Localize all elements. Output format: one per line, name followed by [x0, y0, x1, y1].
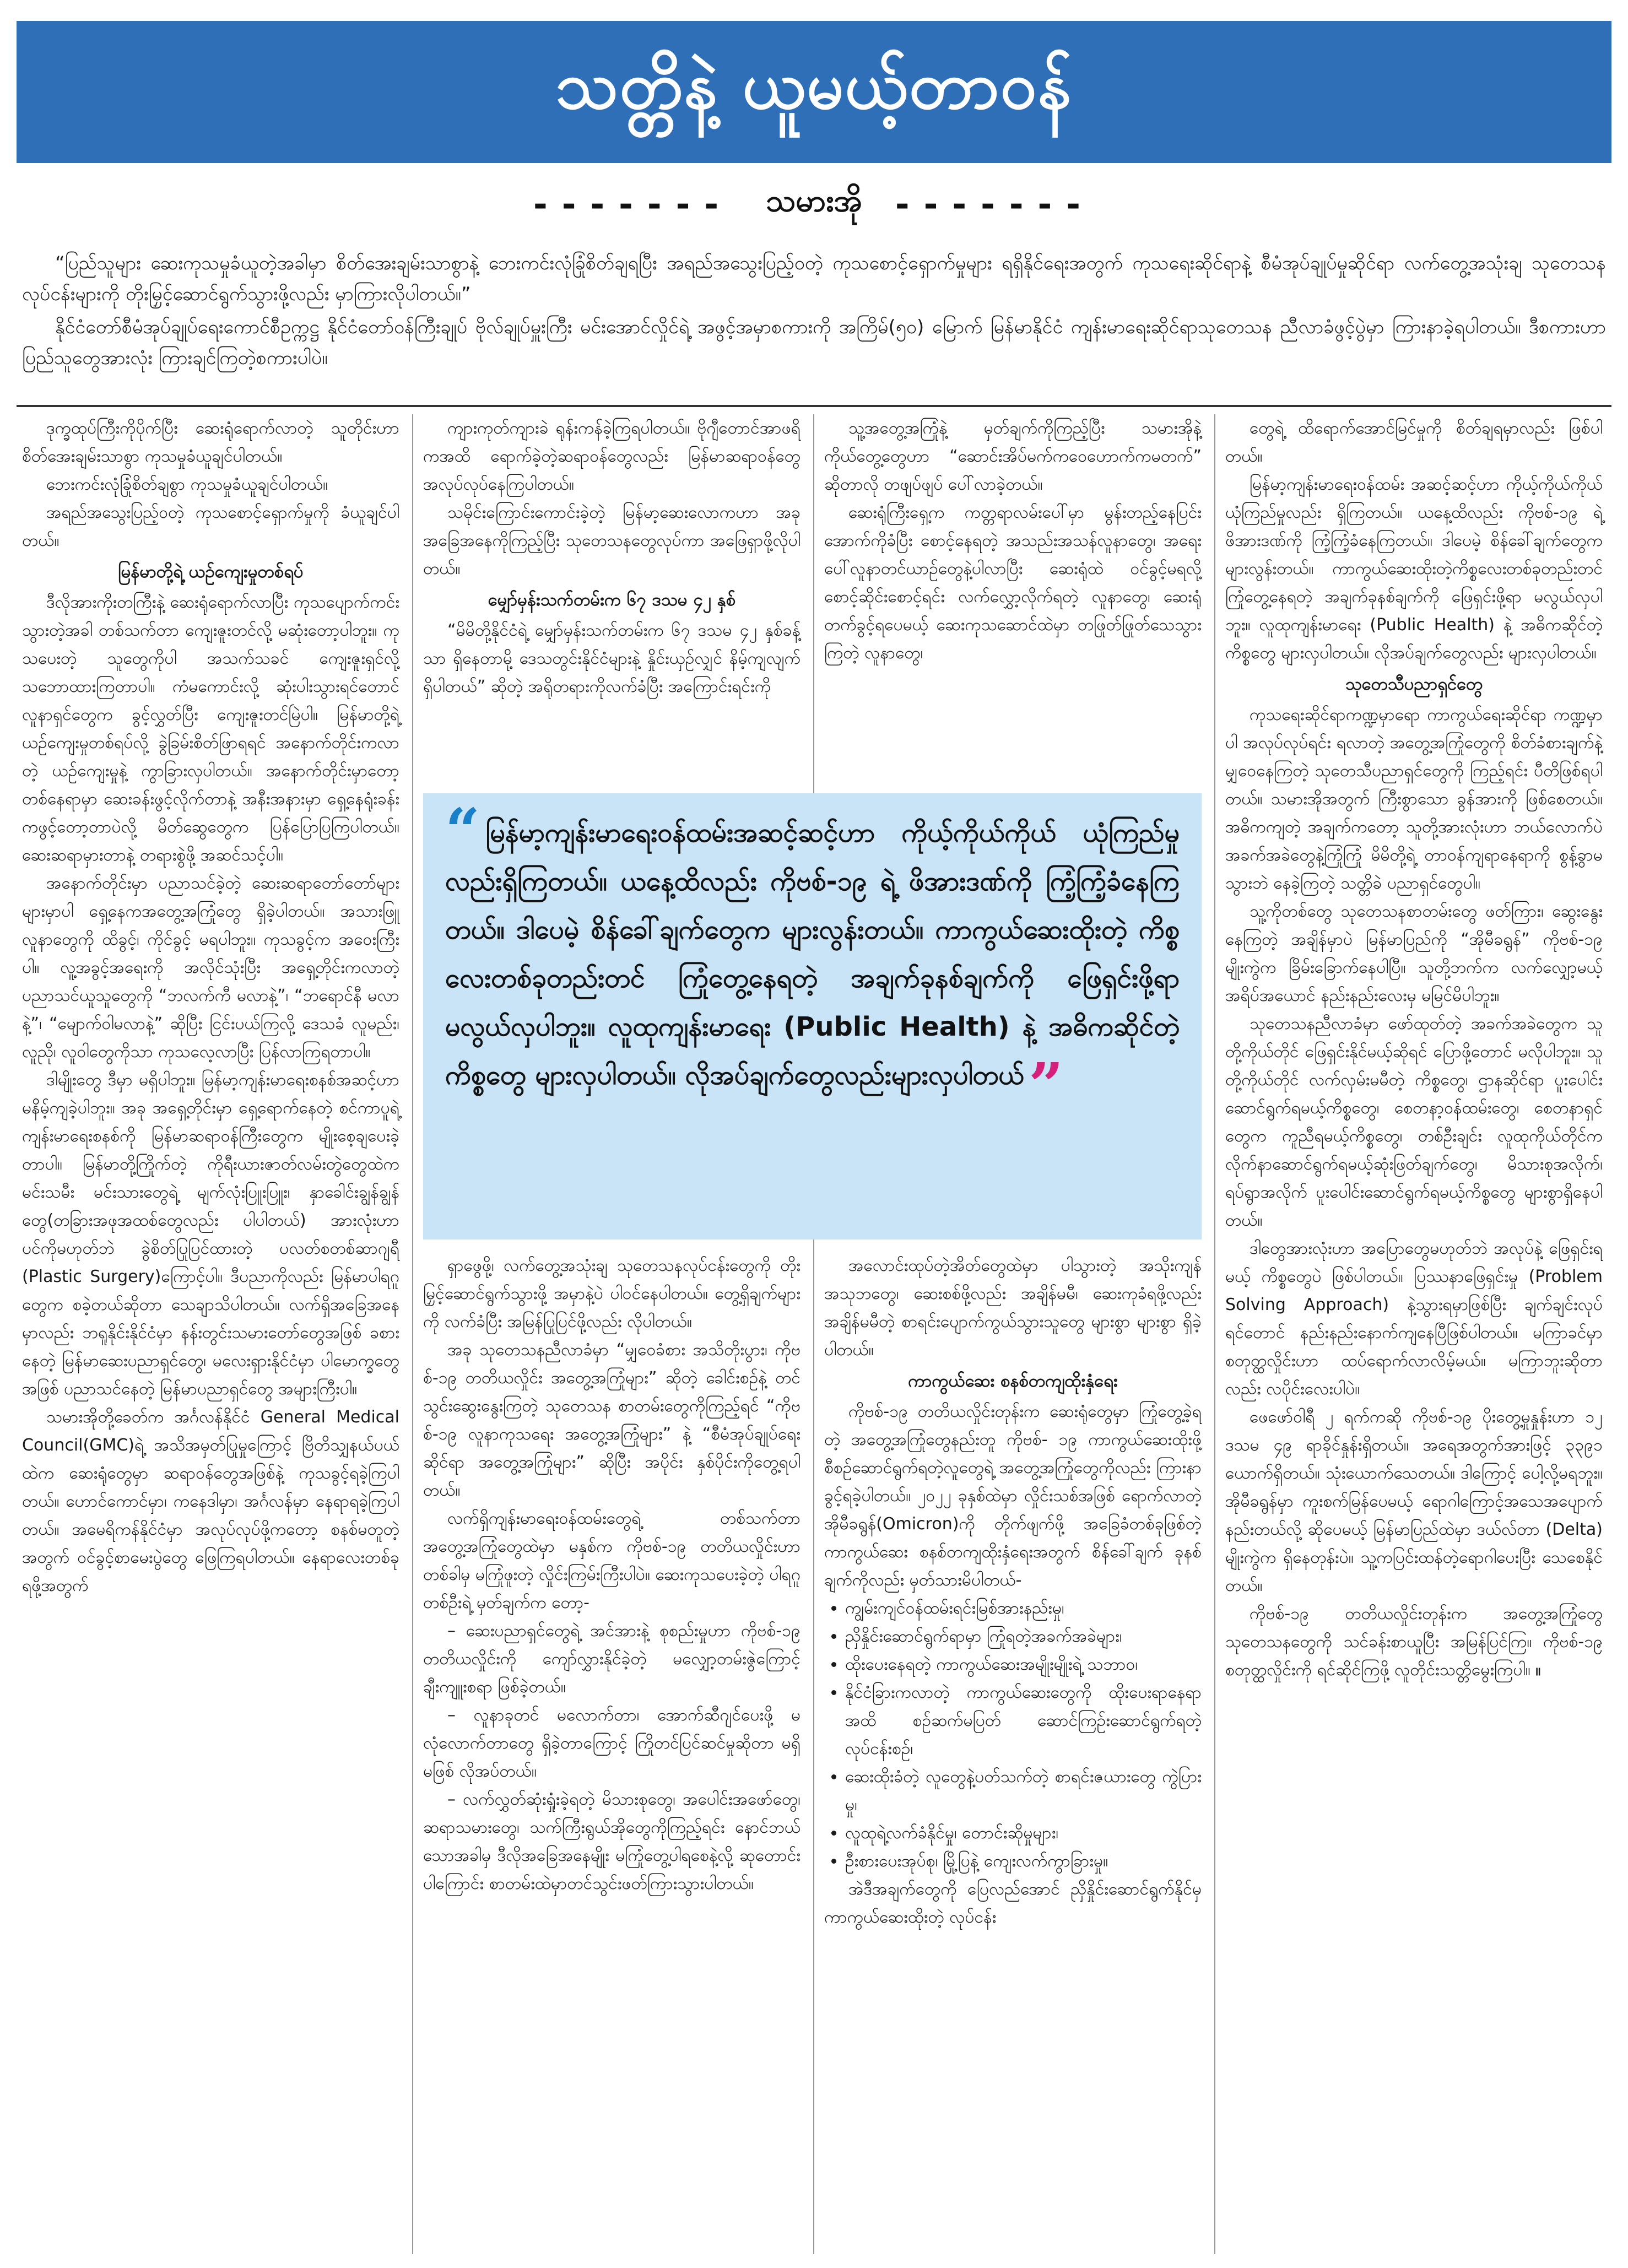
- paragraph: – လက်လွှတ်ဆုံးရှုံးခဲ့ရတဲ့ မိသားစုတွေ၊ အပေါင်းအဖော်တွေ၊ ဆရာသမားတွေ၊ သက်ကြီးရွယ်အိုတွေကိုကြည့်ရင်း နောင်ဘယ်သောအခါမှ ဒီလိုအခြေအနေမျိုး မကြုံတွေ့ပါရစေနဲ့လို့ ဆုတောင်းပါကြောင်း စာတမ်းထဲမှာတင်သွင်းဖတ်ကြားသွားပါတယ်။: [423, 1790, 801, 1893]
- paragraph: ကျားကုတ်ကျားခဲ ရုန်းကန်ခဲ့ကြရပါတယ်။ ဗိုဂျီတောင်အာဖရိကအထိ ရောက်ခဲ့တဲ့ဆရာဝန်တွေလည်း မြန်မာဆရာဝန်တွေ အလုပ်လုပ်နေကြပါတယ်။: [423, 419, 801, 494]
- paragraph: ဖေဖော်ဝါရီ ၂ ရက်ကဆို ကိုဗစ်-၁၉ ပိုးတွေ့မှုနှုန်းဟာ ၁၂ ဒသမ ၄၉ ရာခိုင်နှုန်းရှိတယ်။ အရေအတွက်အားဖြင့် ၃၃၉၁ ယောက်ရှိတယ်။ သုံးယောက်သေတယ်။ ဒါကြောင့် ပေါ့လို့မရဘူး။ အိုမီခရွန်မှာ ကူးစက်မြန်ပေမယ့် ရောဂါကြောင့်အသေအပျောက် နည်းတယ်လို့ ဆိုပေမယ့် မြန်မာပြည်ထဲမှာ ဒယ်လ်တာ (Delta) မျိုးကွဲက ရှိနေတုန်းပဲ။ သူ့ကပြင်းထန်တဲ့ရောဂါပေးပြီး သေစေနိုင်တယ်။: [1225, 1408, 1603, 1595]
- paragraph: “မိမိတို့နိုင်ငံရဲ့ မျှော်မှန်းသက်တမ်းက ၆၇ ဒသမ ၄၂ နှစ်ခန့်သာ ရှိနေတာမို့ ဒေသတွင်းနိုင်ငံများနဲ့ နှိုင်းယှဉ်လျှင် နိမ့်ကျလျက်ရှိပါတယ်” ဆိုတဲ့ အရိုတရားကိုလက်ခံပြီး အကြောင်းရင်းကို: [423, 621, 801, 696]
- paragraph: အလောင်းထုပ်တဲ့အိတ်တွေထဲမှာ ပါသွားတဲ့ အသိုးကျန်အသုဘတွေ၊ ဆေးစစ်ဖို့လည်း အချိန်မမီ၊ ဆေးကုခံရဖို့လည်း အချိန်မမီတဲ့ စာရင်းပျောက်ကွယ်သွားသူတွေ များစွာ များစွာ ရှိခဲ့ပါတယ်။: [824, 1256, 1202, 1360]
- intro-quote: “ပြည်သူများ ဆေးကုသမှုခံယူတဲ့အခါမှာ စိတ်အေးချမ်းသာစွာနဲ့ ဘေးကင်းလုံခြုံစိတ်ချရပြီး အရည်အသွေးပြည့်ဝတဲ့ ကုသစောင့်ရှောက်မှုများ ရရှိနိုင်ရေးအတွက် ကုသရေးဆိုင်ရာနဲ့ စီမံအုပ်ချုပ်မှုဆိုင်ရာ လက်တွေ့အသုံးချ သုတေသနလုပ်ငန်းများကို တိုးမြှင့်ဆောင်ရွက်သွားဖို့လည်း မှာကြားလိုပါတယ်။”: [22, 252, 1606, 305]
- column-3-bottom: [824, 1252, 1202, 2254]
- paragraph: သူ့အတွေ့အကြုံနဲ့ မှတ်ချက်ကိုကြည့်ပြီး သမားအိုနဲ့ ကိုယ်တွေ့တွေဟာ “ဆောင်းအိပ်မက်ကဝေ​ဟောက်ကမတက်” ဆိုတာလို တဖျပ်ဖျပ် ပေါ်လာခဲ့တယ်။: [824, 419, 1202, 494]
- column-2-top: [423, 414, 801, 789]
- pull-quote-text: မြန်မာ့ကျန်းမာရေးဝန်ထမ်းအဆင့်ဆင့်ဟာ ကိုယ့်ကိုယ်ကိုယ် ယုံကြည်မှုလည်းရှိကြတယ်။ ယနေ့ထိလည်း ကိုဗစ်-၁၉ ရဲ့ ဖိအားဒဏ်ကို ကြံ့ကြံ့ခံနေကြတယ်။ ဒါပေမဲ့ စိန်ခေါ်ချက်တွေက များလွန်းတယ်။ ကာကွယ်ဆေးထိုးတဲ့ ကိစ္စလေးတစ်ခုတည်းတင် ကြုံတွေ့နေရတဲ့ အချက်ခုနစ်ချက်ကို ဖြေရှင်းဖို့ရာ မလွယ်လှပါဘူး။ လူထုကျန်းမာရေး (Public Health) နဲ့ အဓိကဆိုင်တဲ့ကိစ္စတွေ များလှပါတယ်။ လိုအပ်ချက်တွေလည်းများလှပါတယ်: [445, 818, 1180, 1091]
- closing-text: ကိုဗစ်-၁၉ တတိယလှိုင်းတုန်းက အတွေ့အကြုံတွေ သုတေသနတွေကို သင်ခန်းစာယူပြီး အမြန်ပြင်ကြ။ ကိုဗစ်-၁၉ စတုတ္ထလှိုင်းကို ရင်ဆိုင်ကြဖို့ လူတိုင်းသတ္တိမွေးကြပါ။: [1225, 1604, 1603, 1680]
- paragraph: အဲဒီအချက်တွေကို ပြေလည်အောင် ညှိနှိုင်းဆောင်ရွက်နိုင်မှ ကာကွယ်ဆေးထိုးတဲ့ လုပ်ငန်း: [824, 1880, 1202, 1927]
- paragraph: ဒါတွေအားလုံးဟာ အပြောတွေမဟုတ်ဘဲ အလုပ်နဲ့ ဖြေရှင်းရမယ့် ကိစ္စတွေပဲ ဖြစ်ပါတယ်။ ပြဿနာဖြေရှင်းမှု (Problem Solving Approach) နဲ့သွားရမှာဖြစ်ပြီး ချက်ချင်းလုပ်ရင်တောင် နည်းနည်းနောက်ကျနေပြီဖြစ်ပါတယ်။ မကြာခင်မှာ စတုတ္ထလှိုင်းဟာ ထပ်ရောက်လာလိမ့်မယ်။ မကြာဘူးဆိုတာလည်း လပိုင်းလေးပါပဲ။: [1225, 1239, 1603, 1399]
- author-name: သမားအို: [766, 183, 862, 219]
- column-4: [1225, 414, 1603, 2254]
- list-item: • နိုင်ငံခြားကလာတဲ့ ကာကွယ်ဆေးတွေကို ထိုးပေးရာနေရာအထိ စဉ်ဆက်မပြတ် ဆောင်ကြဉ်းဆောင်ရွက်ရတဲ့ လုပ်ငန်းစဉ်၊: [845, 1679, 1202, 1763]
- list-item: • ဦးစားပေးအုပ်စု၊ မြို့ပြနဲ့ ကျေးလက်ကွာခြားမှု။: [845, 1847, 1202, 1875]
- intro-divider: [17, 405, 1611, 407]
- paragraph: တွေရဲ့ ထိရောက်အောင်မြင်မှုကို စိတ်ချရမှာလည်း ဖြစ်ပါတယ်။: [1225, 419, 1603, 466]
- end-mark: ။: [1535, 1660, 1541, 1680]
- list-item: • ဆေးထိုးခံတဲ့ လူတွေနဲ့ပတ်သက်တဲ့ စာရင်းဇယားတွေ ကွဲပြားမှု၊: [845, 1763, 1202, 1819]
- paragraph: ဒီလိုအားကိုးတကြီးနဲ့ ဆေးရုံရောက်လာပြီး ကုသပျောက်ကင်းသွားတဲ့အခါ တစ်သက်တာ ကျေးဇူးတင်လို့ မဆုံးတော့ပါဘူး။ ကုသပေးတဲ့ သူတွေကိုပါ အသက်သခင် ကျေးဇူးရှင်လို့ သဘောထားကြတာပါ။ ကံမကောင်းလို့ ဆုံးပါးသွားရင်တောင် လူနာရှင်တွေက ခွင့်လွှတ်ပြီး ကျေးဇူးတင်မြဲပါ။ မြန်မာတို့ရဲ့ ယဉ်ကျေးမှုတစ်ရပ်လို့ ခွဲခြမ်းစိတ်ဖြာရရင် အနောက်တိုင်းကလာတဲ့ ယဉ်ကျေးမှုနဲ့ ကွာခြားလှပါတယ်။ အနောက်တိုင်းမှာတော့ တစ်နေရာမှာ ဆေးခန်းဖွင့်လိုက်တာနဲ့ အနီးအနားမှာ ရှေ့နေရုံးခန်းကဖွင့်တော့တာပဲလို့ မိတ်ဆွေတွေက ပြန်ပြောပြကြပါတယ်။ ဆေးဆရာမှားတာနဲ့ တရားစွဲဖို့ အဆင်သင့်ပါ။: [22, 593, 399, 865]
- list-item: • လူထုရဲ့လက်ခံနိုင်မှု၊ တောင်းဆိုမှုများ၊: [845, 1819, 1202, 1847]
- pull-quote: [423, 793, 1202, 1239]
- quote-open-icon: “: [445, 795, 480, 866]
- paragraph: [1225, 1600, 1603, 1684]
- list-item: • ကျွမ်းကျင်ဝန်ထမ်းရင်းမြစ်အားနည်းမှု၊: [845, 1594, 1202, 1622]
- challenge-list: [824, 1594, 1202, 1875]
- byline-dashes-right: -------: [895, 183, 1095, 224]
- paragraph: ဘေးကင်းလုံခြုံစိတ်ချစွာ ကုသမှုခံယူချင်ပါတယ်။: [46, 475, 328, 494]
- article-title: သတ္တိနဲ့ ယူမယ့်တာဝန်: [555, 47, 1073, 123]
- paragraph: သမိုင်းကြောင်းကောင်းခဲ့တဲ့ မြန်မာ့ဆေးလောကဟာ အခုအခြေအနေကိုကြည့်ပြီး သုတေသနတွေလုပ်ကာ အဖြေရှာဖို့လိုပါတယ်။: [423, 503, 801, 578]
- column-divider: [813, 414, 814, 2254]
- paragraph: အခု သုတေသနညီလာခံမှာ “မျှဝေခံစား အသိတိုးပွား၊ ကိုဗစ်-၁၉ တတိယလှိုင်း အတွေ့အကြုံများ” ဆိုတဲ့ ခေါင်းစဉ်နဲ့ တင်သွင်းဆွေးနွေးကြတဲ့ သုတေသန စာတမ်းတွေကိုကြည့်ရင် “ကိုဗစ်-၁၉ လူနာကုသရေး အတွေ့အကြုံများ” နဲ့ “စီမံအုပ်ချုပ်ရေးဆိုင်ရာ အတွေ့အကြုံများ” ဆိုပြီး အပိုင်း နှစ်ပိုင်းကိုတွေ့ရပါတယ်။: [423, 1340, 801, 1500]
- paragraph: သူ့ကိုတစ်တွေ သုတေသနစာတမ်းတွေ ဖတ်ကြား၊ ဆွေးနွေးနေကြတဲ့ အချိန်မှာပဲ မြန်မာပြည်ကို “အိုမီခရွန်” ကိုဗစ်-၁၉ မျိုးကွဲက ခြိမ်းခြောက်နေပါပြီ။ သူတို့ဘက်က လက်လျှော့မယ့် အရိပ်အယောင် နည်းနည်းလေးမှ မမြင်မိပါဘူး။: [1225, 902, 1603, 1005]
- column-3-top: [824, 414, 1202, 789]
- paragraph: ကိုဗစ်-၁၉ တတိယလှိုင်းတုန်းက ဆေးရုံတွေမှာ ကြုံတွေ့ခဲ့ရတဲ့ အတွေ့အကြုံတွေနည်းတူ ကိုဗစ်- ၁၉ ကာကွယ်ဆေးထိုးဖို့ စီစဉ်ဆောင်ရွက်ရတဲ့လူတွေရဲ့ အတွေ့အကြုံတွေကိုလည်း ကြားနာခွင့်ရခဲ့ပါတယ်။ ၂၀၂၂ ခုနှစ်ထဲမှာ လှိုင်းသစ်အဖြစ် ရောက်လာတဲ့ အိုမီခရွန်(Omicron)ကို တိုက်ဖျက်ဖို့ အခြေခံတစ်ခုဖြစ်တဲ့ ကာကွယ်ဆေး စနစ်တကျထိုးနှံရေးအတွက် စိန်ခေါ်ချက် ခုနစ်ချက်ကိုလည်း မှတ်သားမိပါတယ်-: [824, 1402, 1202, 1590]
- subheading: သုတေသီပညာရှင်တွေ: [1345, 674, 1483, 694]
- quote-close-icon: ”: [1028, 1049, 1064, 1121]
- list-item: • ထိုးပေးနေရတဲ့ ကာကွယ်ဆေးအမျိုးမျိုးရဲ့ သဘာဝ၊: [845, 1650, 1202, 1679]
- paragraph: သမားအိုတို့ခေတ်က အင်္ဂလန်နိုင်ငံ General Medical Council(GMC)ရဲ့ အသိအမှတ်ပြုမှုကြောင့် ဗြိတိသျှနယ်ပယ်ထဲက ဆေးရုံတွေမှာ ဆရာဝန်တွေအဖြစ်နဲ့ ကုသခွင့်ရခဲ့ကြပါတယ်။ ဟောင်ကောင်မှာ၊ ကနေဒါမှာ၊ အင်္ဂလန်မှာ နေရာရခဲ့ကြပါတယ်။ အမေရိကန်နိုင်ငံမှာ အလုပ်လုပ်ဖို့ကတော့ စနစ်မတူတဲ့အတွက် ဝင်ခွင့်စာမေးပွဲတွေ ဖြေကြရပါတယ်။ နေရာလေးတစ်ခုရဖို့အတွက်: [22, 1408, 399, 1595]
- title-banner: [17, 21, 1611, 163]
- intro-section: [22, 248, 1606, 376]
- intro-paragraph: နိုင်ငံတော်စီမံအုပ်ချုပ်ရေးကောင်စီဥက္ကဋ္ဌ နိုင်ငံတော်ဝန်ကြီးချုပ် ဗိုလ်ချုပ်မှူးကြီး မင်းအောင်လှိုင်ရဲ့ အဖွင့်အမှာစကားကို အကြိမ်(၅၀) မြောက် မြန်မာနိုင်ငံ ကျန်းမာရေးဆိုင်ရာသုတေသန ညီလာခံဖွင့်ပွဲမှာ ကြားနာခဲ့ရပါတယ်။ ဒီစကားဟာ ပြည်သူတွေအားလုံး ကြားချင်ကြတဲ့စကားပါပဲ။: [22, 316, 1606, 369]
- byline: [0, 182, 1628, 226]
- paragraph: အနောက်တိုင်းမှာ ပညာသင်ခဲ့တဲ့ ဆေးဆရာတော်တော်များများမှာပါ ရှေ့နေကအတွေ့အကြုံတွေ ရှိခဲ့ပါတယ်။ အသားဖြူလူနာတွေကို ထိခွင့်၊ ကိုင်ခွင့် မရပါဘူး။ ကုသခွင့်က အဝေးကြီးပါ။ လူ့အခွင့်အရေးကို အလိုင်သုံးပြီး အရှေ့တိုင်းကလာတဲ့ ပညာသင်ယူသူတွေကို “ဘလက်ကီ မလာနဲ့”၊ “ဘရောင်နီ မလာနဲ့”၊ “မျောက်ဝါမလာနဲ့” ဆိုပြီး ငြင်းပယ်ကြလို့ ဒေသခံ လူမည်း၊ လူညို၊ လူဝါတွေကိုသာ ကုသလေ့လာပြီး ပြန်လာကြရတာပါ။: [22, 874, 399, 1062]
- paragraph: ဆေးရုံကြီးရှေ့က ကတ္တရာလမ်းပေါ်မှာ မွန်းတည့်နေပြင်းအောက်ကိုခံပြီး စောင့်နေရတဲ့ အသည်းအသန်လူနာတွေ၊ အရေးပေါ်လူနာတင်ယာဉ်တွေနဲ့ပါလာပြီး ဆေးရုံထဲ ဝင်ခွင့်မရလို့ စောင့်ဆိုင်းစောင့်ရင်း လက်လွှော့လိုက်ရတဲ့ လူနာတွေ၊ ဆေးရုံတက်ခွင့်ရပေမယ့် ဆေးကုသဆောင်ထဲမှာ တဖြုတ်ဖြုတ်သေသွားကြတဲ့ လူနာတွေ၊: [824, 503, 1202, 663]
- paragraph: မြန်မာ့ကျန်းမာရေးဝန်ထမ်း အဆင့်ဆင့်ဟာ ကိုယ့်ကိုယ်ကိုယ် ယုံကြည်မှုလည်း ရှိကြတယ်။ ယနေ့ထိလည်း ကိုဗစ်-၁၉ ရဲ့ ဖိအားဒဏ်ကို ကြံ့ကြံ့ခံနေကြတယ်။ ဒါပေမဲ့ စိန်ခေါ်ချက်တွေက များလွန်းတယ်။ ကာကွယ်ဆေးထိုးတဲ့ကိစ္စလေးတစ်ခုတည်းတင် ကြုံတွေ့နေရတဲ့ အချက်ခုနစ်ချက်ကို ဖြေရှင်းဖို့ရာ မလွယ်လှပါဘူး။ လူထုကျန်းမာရေး (Public Health) နဲ့ အဓိကဆိုင်တဲ့ကိစ္စတွေ များလှပါတယ်။ လိုအပ်ချက်တွေလည်း များလှပါတယ်။: [1225, 475, 1603, 663]
- column-2-bottom: [423, 1252, 801, 2254]
- paragraph: – လူနာခုတင် မလောက်တာ၊ အောက်ဆီဂျင်ပေးဖို့ မလုံလောက်တာတွေ ရှိခဲ့တာကြောင့် ကြိုတင်ပြင်ဆင်မှုဆိုတာ မရှိမဖြစ် လိုအပ်တယ်။: [423, 1706, 801, 1781]
- paragraph: ကုသရေးဆိုင်ရာကဏ္ဍမှာရော ကာကွယ်ရေးဆိုင်ရာ ကဏ္ဍမှာပါ အလုပ်လုပ်ရင်း ရလာတဲ့ အတွေ့အကြုံတွေကို စိတ်ခံစားချက်နဲ့ မျှဝေနေကြတဲ့ သုတေသီပညာရှင်တွေကို ကြည့်ရင်း ပီတိဖြစ်ရပါတယ်။ သမားအိုအတွက် ကြီးစွာသော ခွန်အားကို ဖြစ်စေတယ်။ အဓိကကျတဲ့ အချက်ကတော့ သူတို့အားလုံးဟာ ဘယ်လောက်ပဲ အခက်အခဲတွေနဲ့ကြုံကြုံ မိမိတို့ရဲ့ တာဝန်ကျရာနေရာကို စွန့်ခွာမသွားဘဲ နေခဲ့ကြတဲ့ သတ္တိခဲ ပညာရှင်တွေပါ။: [1225, 705, 1603, 893]
- paragraph: – ဆေးပညာရှင်တွေရဲ့ အင်အားနဲ့ စုစည်းမှုဟာ ကိုဗစ်-၁၉ တတိယလှိုင်းကို ကျော်လွှားနိုင်ခဲ့တဲ့ မလျှော့တမ်းဇွဲကြောင့် ချီးကျူးစရာ ဖြစ်ခဲ့တယ်။: [423, 1621, 801, 1697]
- subheading: မြန်မာတို့ရဲ့ ယဉ်ကျေးမှုတစ်ရပ်: [118, 562, 304, 582]
- paragraph: လက်ရှိကျန်းမာရေးဝန်ထမ်းတွေရဲ့ တစ်သက်တာ အတွေ့အကြုံတွေထဲမှာ မနှစ်က ကိုဗစ်-၁၉ တတိယလှိုင်းဟာ တစ်ခါမှ မကြုံဖူးတဲ့ လှိုင်းကြမ်းကြီးပါပဲ။ ဆေးကုသပေးခဲ့တဲ့ ပါရဂူတစ်ဦးရဲ့ မှတ်ချက်က တော့-: [423, 1509, 801, 1612]
- column-divider: [1214, 414, 1215, 2254]
- subheading: ကာကွယ်ဆေး စနစ်တကျထိုးနှံရေး: [908, 1371, 1118, 1391]
- paragraph: သုတေသနညီလာခံမှာ ဖော်ထုတ်တဲ့ အခက်အခဲတွေက သူတို့ကိုယ်တိုင် ဖြေရှင်းနိုင်မယ့်ဆိုရင် ပြောဖို့တောင် မလိုပါဘူး။ သူတို့ကိုယ်တိုင် လက်လှမ်းမမီတဲ့ ကိစ္စတွေ၊ ဌာနဆိုင်ရာ ပူးပေါင်းဆောင်ရွက်ရမယ့်ကိစ္စတွေ၊ စေတနာ့ဝန်ထမ်းတွေ၊ စေတနာရှင်တွေက ကူညီရမယ့်ကိစ္စတွေ၊ တစ်ဦးချင်း လူထုကိုယ်တိုင်က လိုက်နာဆောင်ရွက်ရမယ့်ဆုံးဖြတ်ချက်တွေ၊ မိသားစုအလိုက်၊ ရပ်ရွာအလိုက် ပူးပေါင်းဆောင်ရွက်ရမယ့်ကိစ္စတွေ များစွာရှိနေပါတယ်။: [1225, 1014, 1603, 1230]
- column-divider: [412, 414, 413, 2254]
- column-1: [22, 414, 399, 2254]
- byline-dashes-left: -------: [533, 183, 733, 224]
- subheading: မျှော်မှန်းသက်တမ်းက ၆၇ ဒသမ ၄၂ နှစ်: [488, 590, 736, 610]
- paragraph: အရည်အသွေးပြည့်ဝတဲ့ ကုသစောင့်ရှောက်မှုကို ခံယူချင်ပါတယ်။: [22, 503, 399, 550]
- paragraph: ရှာဖွေဖို့၊ လက်တွေ့အသုံးချ သုတေသနလုပ်ငန်းတွေကို တိုးမြှင့်ဆောင်ရွက်သွားဖို့ အမှာနဲ့ပဲ ပါဝင်နေပါတယ်။ တွေ့ရှိချက်များကို လက်ခံပြီး အမြန်ပြုပြင်ဖို့လည်း လိုပါတယ်။: [423, 1256, 801, 1331]
- paragraph: ဒုက္ခထုပ်ကြီးကိုပိုက်ပြီး ဆေးရုံရောက်လာတဲ့ သူတိုင်းဟာ စိတ်အေးချမ်းသာစွာ ကုသမှုခံယူချင်ပါတယ်။: [22, 419, 399, 466]
- list-item: • ညှိနှိုင်းဆောင်ရွက်ရာမှာ ကြုံရတဲ့အခက်အခဲများ၊: [845, 1622, 1202, 1650]
- paragraph: ဒါမျိုးတွေ ဒီမှာ မရှိပါဘူး။ မြန်မာ့ကျန်းမာရေးစနစ်အဆင့်ဟာ မနိမ့်ကျခဲ့ပါဘူး။ အခု အရှေ့တိုင်းမှာ ရှေ့ရောက်နေတဲ့ စင်ကာပူရဲ့ ကျန်းမာရေးစနစ်ကို မြန်မာဆရာဝန်ကြီးတွေက မျိုးစေ့ချပေးခဲ့တာပါ။ မြန်မာတို့ကြိုက်တဲ့ ကိုရီးယားဇာတ်လမ်းတွဲတွေထဲက မင်းသမီး မင်းသားတွေရဲ့ မျက်လုံးပြူးပြူး၊ နှာခေါင်းချွန်ချွန်တွေ(တခြားအဖုအထစ်တွေလည်း ပါပါတယ်) အားလုံးဟာ ပင်ကိုမဟုတ်ဘဲ ခွဲစိတ်ပြုပြင်ထားတဲ့ ပလတ်စတစ်ဆာဂျရီ (Plastic Surgery)ကြောင့်ပါ။ ဒီပညာကိုလည်း မြန်မာပါရဂူတွေက စခဲ့တယ်ဆိုတာ သေချာသိပါတယ်။ လက်ရှိအခြေအနေမှာလည်း ဘရူနိုင်းနိုင်ငံမှာ နန်းတွင်းသမားတော်တွေအဖြစ် ခစားနေတဲ့ မြန်မာဆေးပညာရှင်တွေ၊ မလေးရှားနိုင်ငံမှာ ပါမောက္ခတွေအဖြစ် ပညာသင်နေတဲ့ မြန်မာပညာရှင်တွေ အများကြီးပါ။: [22, 1070, 399, 1399]
